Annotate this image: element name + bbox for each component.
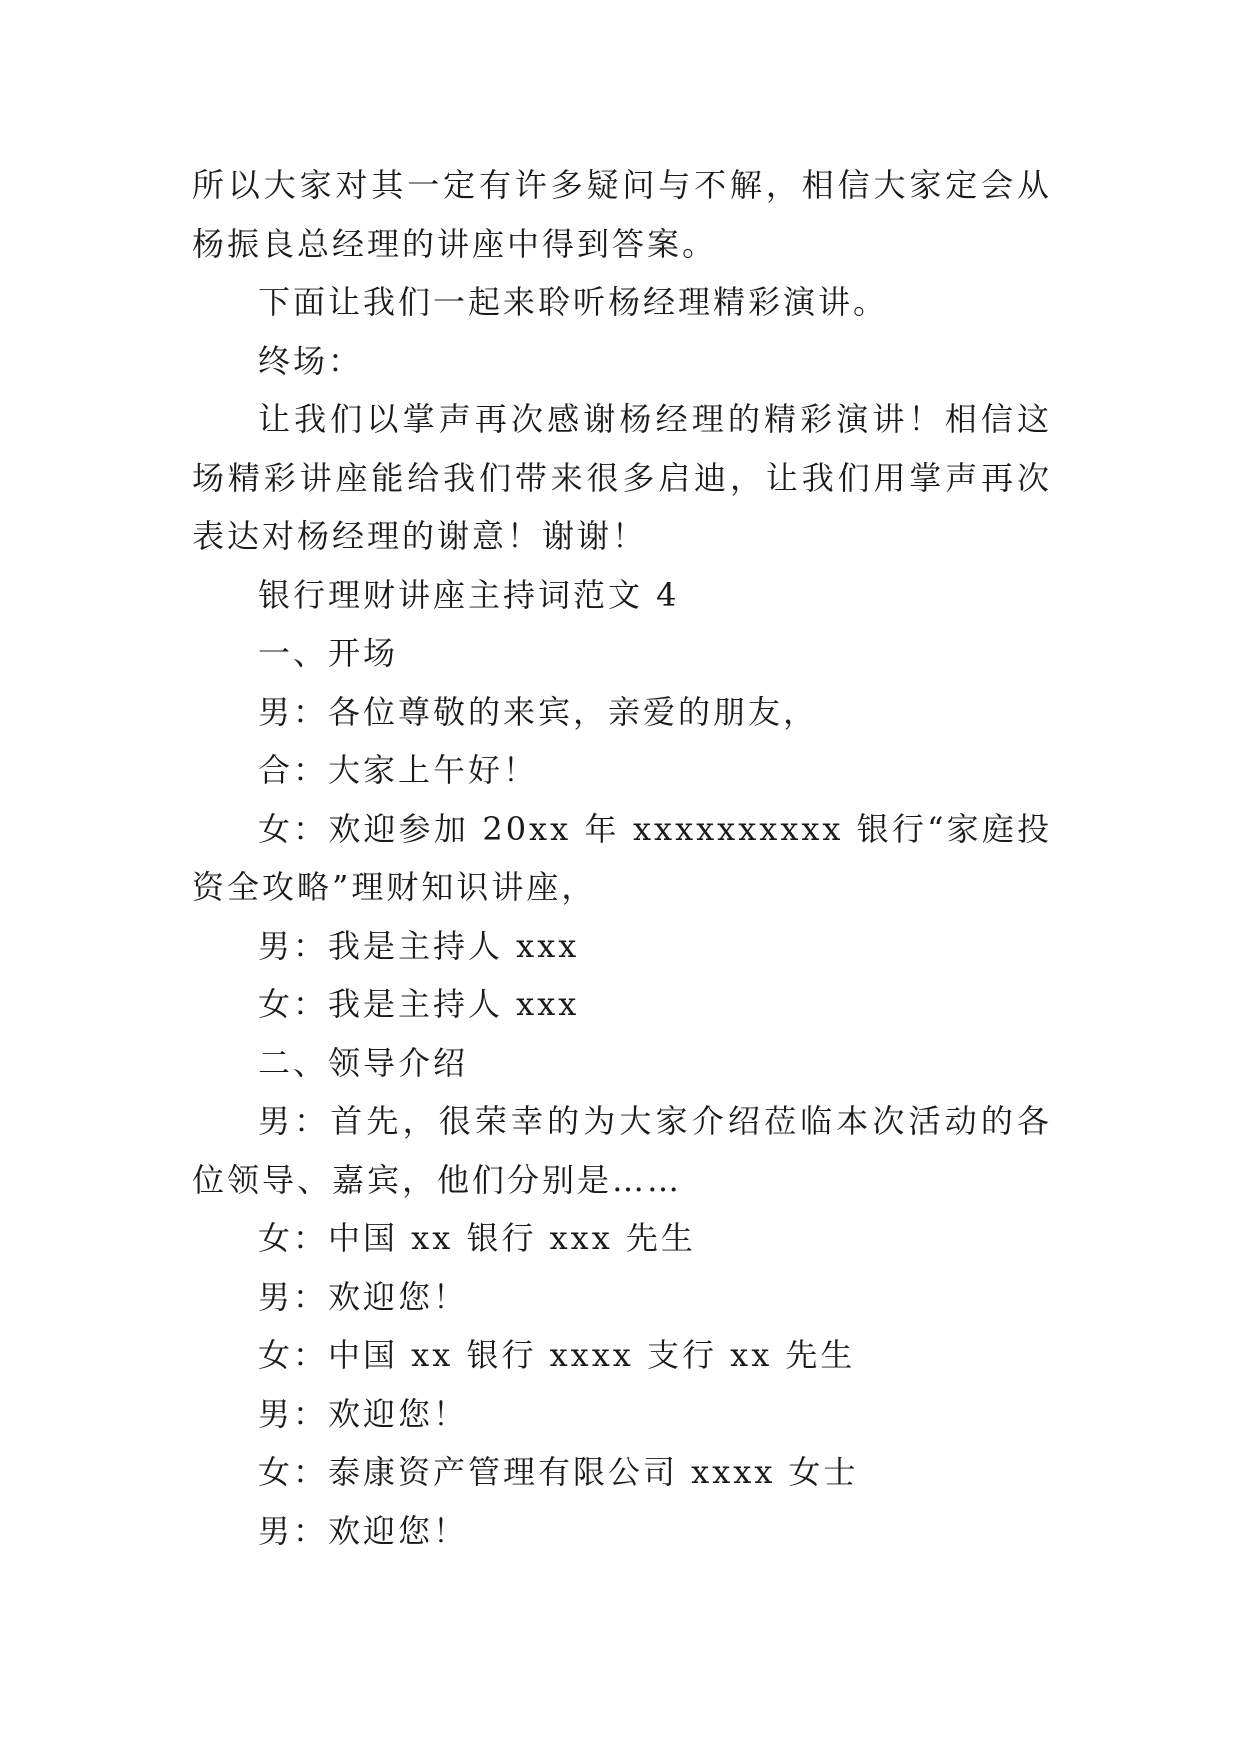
dialogue-line: 合：大家上午好！ <box>258 751 539 789</box>
dialogue-line: 男：欢迎您！ <box>258 1394 469 1433</box>
dialogue-line: 女：欢迎参加 20xx 年 xxxxxxxxxx 银行“家庭投资全攻略”理财知识讲座， <box>192 809 1052 906</box>
paragraph: 让我们以掌声再次感谢杨经理的精彩演讲！相信这场精彩讲座能给我们带来很多启迪，让我们用掌声再次表达对杨经理的谢意！谢谢！ <box>192 400 1052 555</box>
dialogue-line: 男：欢迎您！ <box>258 1511 469 1550</box>
section-heading: 一、开场 <box>258 634 399 672</box>
document-body <box>192 156 1052 1560</box>
dialogue-line: 男：各位尊敬的来宾，亲爱的朋友， <box>258 692 819 731</box>
dialogue-line: 女：我是主持人 xxx <box>258 985 580 1023</box>
section-heading: 二、领导介绍 <box>258 1043 469 1082</box>
document-heading: 银行理财讲座主持词范文 4 <box>258 575 680 614</box>
dialogue-line: 女：中国 xx 银行 xxx 先生 <box>258 1219 696 1257</box>
dialogue-line: 女：中国 xx 银行 xxxx 支行 xx 先生 <box>258 1336 856 1374</box>
dialogue-line: 女：泰康资产管理有限公司 xxxx 女士 <box>258 1453 859 1491</box>
dialogue-line: 男：欢迎您！ <box>258 1277 469 1316</box>
paragraph: 下面让我们一起来聆听杨经理精彩演讲。 <box>258 283 889 321</box>
dialogue-line: 男：首先，很荣幸的为大家介绍莅临本次活动的各位领导、嘉宾，他们分别是…… <box>192 1102 1052 1199</box>
section-label-closing: 终场： <box>258 341 364 380</box>
paragraph-continuation: 所以大家对其一定有许多疑问与不解，相信大家定会从杨振良总经理的讲座中得到答案。 <box>192 166 1052 263</box>
dialogue-line: 男：我是主持人 xxx <box>258 926 580 965</box>
